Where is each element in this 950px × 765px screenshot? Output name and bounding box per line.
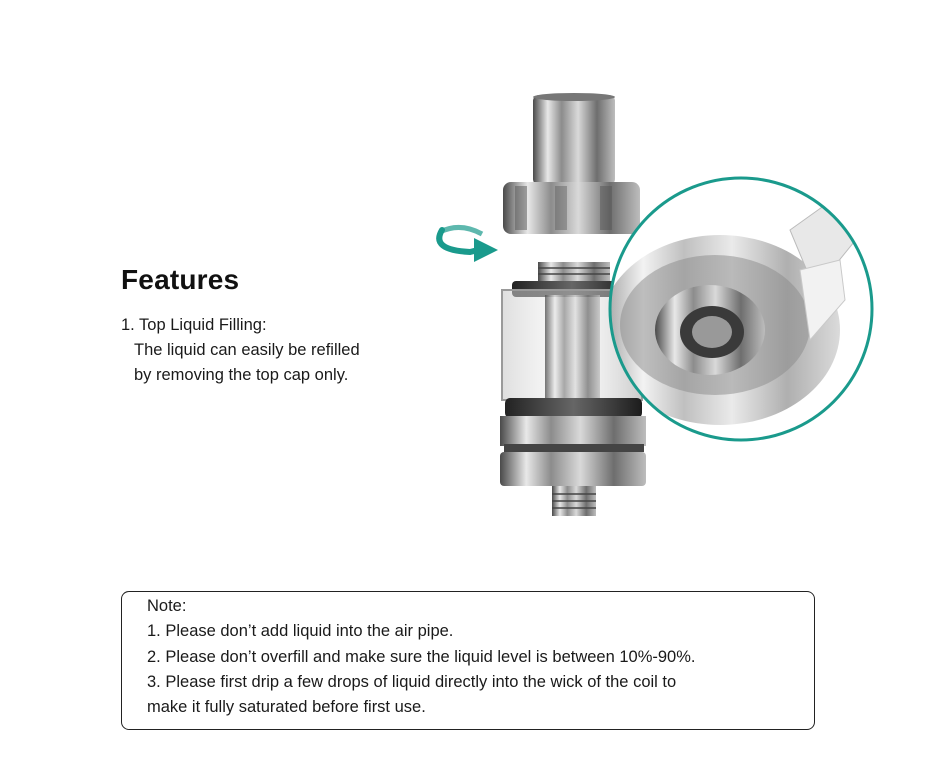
feature-description-line: The liquid can easily be refilled [134, 341, 360, 359]
feature-heading: 1. Top Liquid Filling: [121, 316, 267, 334]
rotate-arrow-icon [439, 227, 498, 262]
note-item: 1. Please don’t add liquid into the air pipe. [147, 622, 454, 640]
drip-tip [533, 93, 615, 185]
features-title: Features [121, 264, 240, 295]
feature-description-line: by removing the top cap only. [134, 366, 349, 384]
tank-base [500, 398, 646, 516]
top-cap [503, 182, 640, 234]
note-label: Note: [147, 597, 187, 615]
note-item: 3. Please first drip a few drops of liquid directly into the wick of the coil to [147, 673, 677, 691]
note-item: 2. Please don’t overfill and make sure the liquid level is between 10%-90%. [147, 648, 696, 666]
note-item: make it fully saturated before first use. [147, 698, 426, 716]
